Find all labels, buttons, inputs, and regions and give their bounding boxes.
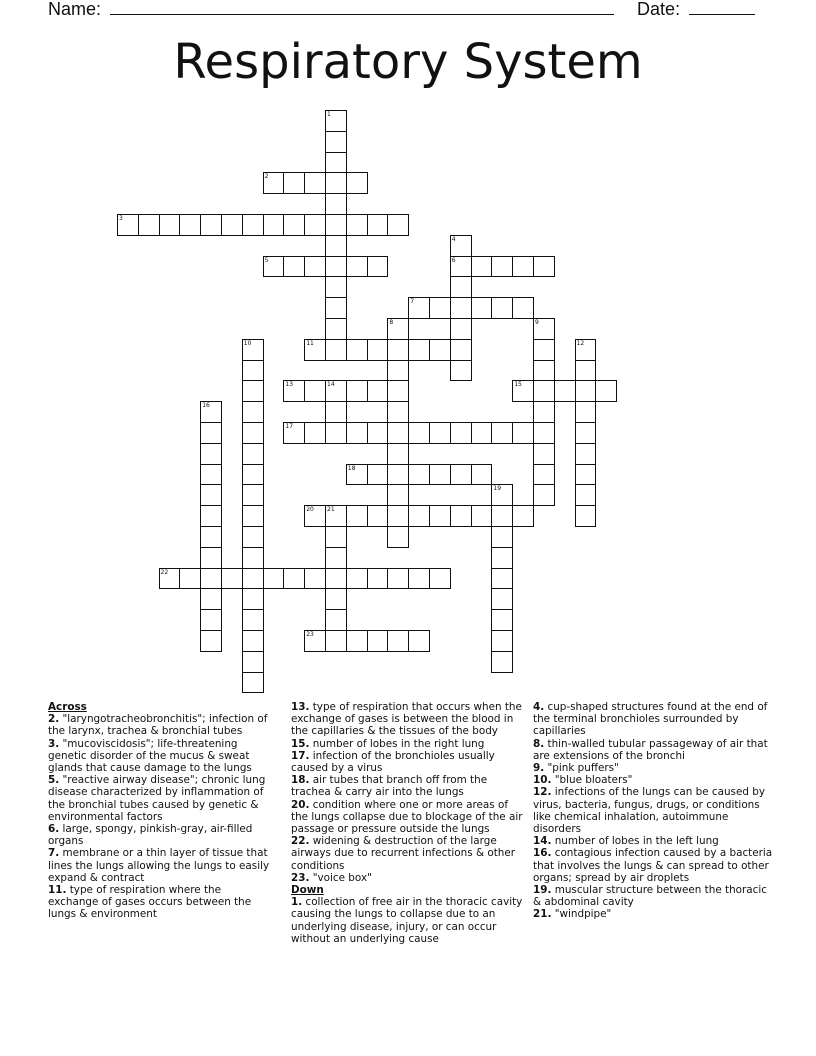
- page-title: Respiratory System: [173, 34, 643, 90]
- grid-cell[interactable]: [242, 672, 264, 694]
- clue: [533, 786, 773, 835]
- grid-cell[interactable]: [491, 505, 513, 527]
- grid-cell[interactable]: [512, 297, 534, 319]
- clue: [291, 750, 525, 774]
- clue-number: 9: [535, 319, 539, 326]
- clue-number-label: 14.: [533, 835, 552, 848]
- grid-cell[interactable]: [242, 526, 264, 548]
- grid-cell[interactable]: [159, 214, 181, 236]
- grid-cell[interactable]: [408, 339, 430, 361]
- grid-cell[interactable]: [346, 630, 368, 652]
- grid-cell[interactable]: [283, 380, 305, 402]
- clue-number-label: 1.: [291, 896, 303, 909]
- clue-text: membrane or a thin layer of tissue that lines the lungs allowing the lungs to easily expand & contract: [48, 847, 270, 884]
- clue-number: 6: [451, 256, 456, 264]
- grid-cell[interactable]: [242, 214, 264, 236]
- grid-cell[interactable]: [283, 422, 305, 444]
- grid-cell[interactable]: [200, 443, 222, 465]
- clue-text: number of lobes in the right lung: [309, 737, 485, 750]
- clue: [291, 872, 525, 884]
- clue-number-label: 11.: [48, 884, 67, 897]
- clue: [48, 884, 274, 921]
- grid-cell[interactable]: [367, 422, 389, 444]
- grid-cell[interactable]: [325, 339, 347, 361]
- grid-cell[interactable]: [429, 568, 451, 590]
- grid-cell[interactable]: [200, 568, 222, 590]
- grid-cell[interactable]: [471, 256, 493, 278]
- grid-cell[interactable]: [367, 505, 389, 527]
- grid-cell[interactable]: [575, 380, 597, 402]
- grid-cell[interactable]: [325, 235, 347, 257]
- grid-cell[interactable]: [575, 443, 597, 465]
- grid-cell[interactable]: [325, 568, 347, 590]
- grid-cell[interactable]: [179, 214, 201, 236]
- grid-cell[interactable]: [325, 172, 347, 194]
- clue-text: air tubes that branch off from the trachea & carry air into the lungs: [291, 774, 488, 799]
- grid-cell[interactable]: [304, 339, 326, 361]
- grid-cell[interactable]: [491, 609, 513, 631]
- date-label: Date:: [637, 0, 681, 19]
- grid-cell[interactable]: [200, 401, 222, 423]
- clue: [533, 774, 773, 786]
- grid-cell[interactable]: [242, 630, 264, 652]
- grid-cell[interactable]: [304, 422, 326, 444]
- grid-cell[interactable]: [221, 568, 243, 590]
- grid-cell[interactable]: [533, 443, 555, 465]
- clue-number-label: 12.: [533, 786, 552, 799]
- grid-cell[interactable]: [242, 464, 264, 486]
- grid-cell[interactable]: [450, 235, 472, 257]
- grid-cell[interactable]: [387, 422, 409, 444]
- grid-cell[interactable]: [367, 339, 389, 361]
- grid-cell[interactable]: [117, 214, 139, 236]
- grid-cell[interactable]: [221, 214, 243, 236]
- grid-cell[interactable]: [450, 318, 472, 340]
- grid-cell[interactable]: [491, 568, 513, 590]
- grid-cell[interactable]: [325, 152, 347, 174]
- grid-cell[interactable]: [575, 484, 597, 506]
- grid-cell[interactable]: [138, 214, 160, 236]
- grid-cell[interactable]: [346, 172, 368, 194]
- grid-cell[interactable]: [533, 360, 555, 382]
- clue-text: cup-shaped structures found at the end of the terminal bronchioles surrounded by capillaries: [533, 701, 768, 738]
- grid-cell[interactable]: [450, 360, 472, 382]
- grid-cell[interactable]: [242, 339, 264, 361]
- grid-cell[interactable]: [575, 360, 597, 382]
- grid-cell[interactable]: [450, 297, 472, 319]
- grid-cell[interactable]: [325, 131, 347, 153]
- grid-cell[interactable]: [346, 339, 368, 361]
- grid-cell[interactable]: [429, 422, 451, 444]
- grid-cell[interactable]: [491, 547, 513, 569]
- grid-cell[interactable]: [512, 422, 534, 444]
- grid-cell[interactable]: [429, 505, 451, 527]
- grid-cell[interactable]: [575, 401, 597, 423]
- grid-cell[interactable]: [283, 256, 305, 278]
- grid-cell[interactable]: [242, 360, 264, 382]
- grid-cell[interactable]: [200, 484, 222, 506]
- clue-heading: Down: [291, 884, 324, 897]
- clue-number: 7: [410, 298, 415, 306]
- grid-cell[interactable]: [387, 526, 409, 548]
- clue-text: widening & destruction of the large airways due to recurrent infections & other conditions: [291, 835, 516, 872]
- grid-cell[interactable]: [325, 193, 347, 215]
- clue-column-2: [291, 701, 525, 945]
- grid-cell[interactable]: [325, 401, 347, 423]
- clue-number-label: 9.: [533, 762, 545, 775]
- grid-cell[interactable]: [387, 380, 409, 402]
- grid-cell[interactable]: [346, 464, 368, 486]
- grid-cell[interactable]: [200, 609, 222, 631]
- clue-number: 5: [264, 256, 269, 264]
- grid-cell[interactable]: [575, 505, 597, 527]
- grid-cell[interactable]: [242, 505, 264, 527]
- grid-cell[interactable]: [429, 339, 451, 361]
- grid-cell[interactable]: [387, 318, 409, 340]
- clue-number-label: 5.: [48, 774, 60, 787]
- clue-number: 11: [306, 339, 314, 347]
- clue-number: 21: [327, 506, 335, 514]
- grid-cell[interactable]: [408, 464, 430, 486]
- grid-cell[interactable]: [242, 588, 264, 610]
- clue-text: number of lobes in the left lung: [551, 835, 719, 848]
- clue-text: infection of the bronchioles usually caused by a virus: [291, 749, 495, 775]
- clue-number: 20: [306, 506, 314, 514]
- grid-cell[interactable]: [450, 256, 472, 278]
- grid-cell[interactable]: [346, 380, 368, 402]
- grid-cell[interactable]: [242, 568, 264, 590]
- grid-cell[interactable]: [242, 547, 264, 569]
- clue: [291, 701, 525, 738]
- grid-cell[interactable]: [263, 256, 285, 278]
- grid-cell[interactable]: [242, 484, 264, 506]
- grid-cell[interactable]: [325, 630, 347, 652]
- grid-cell[interactable]: [200, 526, 222, 548]
- grid-cell[interactable]: [533, 318, 555, 340]
- clue-heading: Across: [48, 701, 87, 713]
- clue-text: "voice box": [309, 871, 372, 884]
- grid-cell[interactable]: [450, 276, 472, 298]
- grid-cell[interactable]: [387, 630, 409, 652]
- clue-text: "pink puffers": [544, 762, 619, 775]
- grid-cell[interactable]: [512, 505, 534, 527]
- grid-cell[interactable]: [325, 588, 347, 610]
- grid-cell[interactable]: [408, 630, 430, 652]
- grid-cell[interactable]: [200, 547, 222, 569]
- clue-text: contagious infection caused by a bacteria that involves the lungs & can spread to other organs; spread by air droplets: [533, 847, 773, 884]
- grid-cell[interactable]: [200, 505, 222, 527]
- clue-number: 12: [576, 339, 585, 347]
- grid-cell[interactable]: [200, 214, 222, 236]
- clue-number-label: 2.: [48, 713, 60, 726]
- grid-cell[interactable]: [367, 568, 389, 590]
- clue-text: collection of free air in the thoracic cavity causing the lungs to collapse due to an underlying disease, injury, or can occur without an underlying cause: [291, 896, 523, 945]
- grid-cell[interactable]: [450, 339, 472, 361]
- grid-cell[interactable]: [533, 422, 555, 444]
- clue: [48, 847, 274, 884]
- grid-cell[interactable]: [491, 651, 513, 673]
- grid-cell[interactable]: [491, 588, 513, 610]
- clue-text: thin-walled tubular passageway of air that are extensions of the bronchi: [533, 737, 768, 762]
- grid-cell[interactable]: [387, 505, 409, 527]
- clue-number-label: 18.: [291, 774, 310, 787]
- grid-cell[interactable]: [471, 297, 493, 319]
- grid-cell[interactable]: [283, 214, 305, 236]
- grid-cell[interactable]: [242, 609, 264, 631]
- clue-text: muscular structure between the thoracic & abdominal cavity: [533, 884, 767, 909]
- grid-cell[interactable]: [450, 464, 472, 486]
- clue-number: 1: [327, 111, 331, 118]
- grid-cell[interactable]: [367, 214, 389, 236]
- grid-cell[interactable]: [491, 297, 513, 319]
- grid-cell[interactable]: [408, 422, 430, 444]
- clue: [48, 738, 274, 775]
- clue-number-label: 10.: [533, 774, 552, 787]
- grid-cell[interactable]: [367, 256, 389, 278]
- clue-text: type of respiration where the exchange of gases occurs between the lungs & environment: [48, 884, 252, 921]
- grid-cell[interactable]: [263, 172, 285, 194]
- grid-cell[interactable]: [450, 505, 472, 527]
- grid-cell[interactable]: [325, 505, 347, 527]
- grid-cell[interactable]: [450, 422, 472, 444]
- clue-number: 2: [264, 173, 269, 181]
- clue-number-label: 15.: [291, 737, 310, 750]
- clue-number-label: 17.: [291, 749, 310, 762]
- grid-cell[interactable]: [512, 380, 534, 402]
- clue-number-label: 23.: [291, 871, 310, 884]
- grid-cell[interactable]: [242, 401, 264, 423]
- clue-text: infections of the lungs can be caused by virus, bacteria, fungus, drugs, or conditions like chemical inhalation, autoimmune disorders: [533, 786, 765, 836]
- clue-number-label: 16.: [533, 847, 552, 860]
- grid-cell[interactable]: [263, 214, 285, 236]
- clue-column-3: [533, 701, 773, 921]
- clue: [48, 713, 274, 737]
- grid-cell[interactable]: [575, 464, 597, 486]
- grid-cell[interactable]: [387, 484, 409, 506]
- clue: [533, 701, 773, 738]
- clue: [533, 835, 773, 847]
- clue-text: "laryngotracheobronchitis"; infection of the larynx, trachea & bronchial tubes: [48, 713, 268, 738]
- clue-text: large, spongy, pinkish-gray, air-filled organs: [48, 823, 253, 848]
- grid-cell[interactable]: [325, 256, 347, 278]
- clue-number: 8: [389, 319, 394, 326]
- grid-cell[interactable]: [491, 256, 513, 278]
- grid-cell[interactable]: [304, 568, 326, 590]
- clue: [533, 847, 773, 884]
- grid-cell[interactable]: [304, 505, 326, 527]
- grid-cell[interactable]: [242, 443, 264, 465]
- grid-cell[interactable]: [387, 214, 409, 236]
- grid-cell[interactable]: [367, 464, 389, 486]
- grid-cell[interactable]: [346, 505, 368, 527]
- clue: [291, 799, 525, 836]
- clue-number-label: 13.: [291, 701, 310, 713]
- grid-cell[interactable]: [429, 297, 451, 319]
- grid-cell[interactable]: [179, 568, 201, 590]
- grid-cell[interactable]: [263, 568, 285, 590]
- grid-cell[interactable]: [533, 464, 555, 486]
- grid-cell[interactable]: [304, 630, 326, 652]
- clue-number-label: 21.: [533, 908, 552, 921]
- clue-number: 14: [327, 381, 335, 389]
- grid-cell[interactable]: [471, 422, 493, 444]
- clue-column-1: [48, 701, 274, 921]
- grid-cell[interactable]: [367, 630, 389, 652]
- clue-number: 16: [202, 402, 210, 410]
- clue-number: 22: [160, 568, 169, 576]
- grid-cell[interactable]: [325, 276, 347, 298]
- grid-cell[interactable]: [512, 256, 534, 278]
- grid-cell[interactable]: [200, 422, 222, 444]
- clue-text: type of respiration that occurs when the exchange of gases is between the blood in the capillaries & the tissues of the body: [291, 701, 522, 738]
- grid-cell[interactable]: [533, 256, 555, 278]
- clue: [291, 774, 525, 798]
- grid-cell[interactable]: [533, 339, 555, 361]
- grid-cell[interactable]: [242, 651, 264, 673]
- grid-cell[interactable]: [325, 318, 347, 340]
- grid-cell[interactable]: [491, 526, 513, 548]
- clue-text: condition where one or more areas of the lungs collapse due to blockage of the air passage or pressure outside the lungs: [291, 798, 523, 836]
- clue-number-label: 22.: [291, 835, 310, 848]
- grid-cell[interactable]: [325, 110, 347, 132]
- grid-cell[interactable]: [491, 484, 513, 506]
- grid-cell[interactable]: [304, 256, 326, 278]
- grid-cell[interactable]: [283, 568, 305, 590]
- grid-cell[interactable]: [304, 172, 326, 194]
- grid-cell[interactable]: [387, 443, 409, 465]
- grid-cell[interactable]: [408, 297, 430, 319]
- name-label: Name:: [48, 0, 102, 19]
- clue: [533, 738, 773, 762]
- clue-text: "mucoviscidosis"; life-threatening genetic disorder of the mucus & sweat glands that cause damage to the lungs: [48, 737, 252, 775]
- grid-cell[interactable]: [408, 505, 430, 527]
- clue-number-label: 20.: [291, 798, 310, 811]
- clue-number: 19: [493, 485, 502, 493]
- grid-cell[interactable]: [491, 630, 513, 652]
- clue-number: 23: [306, 631, 314, 638]
- grid-cell[interactable]: [200, 464, 222, 486]
- clue: [533, 762, 773, 774]
- clue-number: 15: [514, 381, 522, 389]
- clue-number-label: 7.: [48, 847, 60, 860]
- grid-cell[interactable]: [595, 380, 617, 402]
- grid-cell[interactable]: [325, 526, 347, 548]
- clue-text: "windpipe": [551, 908, 612, 921]
- grid-cell[interactable]: [242, 380, 264, 402]
- grid-cell[interactable]: [533, 484, 555, 506]
- clue-number: 18: [347, 464, 356, 472]
- grid-cell[interactable]: [533, 401, 555, 423]
- clue-number: 10: [243, 339, 252, 347]
- grid-cell[interactable]: [242, 422, 264, 444]
- grid-cell[interactable]: [533, 380, 555, 402]
- clue: [48, 823, 274, 847]
- grid-cell[interactable]: [367, 380, 389, 402]
- grid-cell[interactable]: [575, 422, 597, 444]
- grid-cell[interactable]: [346, 214, 368, 236]
- clue-number: 3: [119, 215, 123, 222]
- grid-cell[interactable]: [387, 339, 409, 361]
- grid-cell[interactable]: [387, 568, 409, 590]
- clue: [533, 884, 773, 908]
- grid-cell[interactable]: [471, 505, 493, 527]
- clue-number: 17: [285, 423, 294, 430]
- grid-cell[interactable]: [325, 547, 347, 569]
- grid-cell[interactable]: [325, 380, 347, 402]
- grid-cell[interactable]: [325, 214, 347, 236]
- grid-cell[interactable]: [325, 609, 347, 631]
- clue-number-label: 6.: [48, 823, 60, 836]
- clue-number: 13: [285, 381, 294, 389]
- grid-cell[interactable]: [408, 568, 430, 590]
- grid-cell[interactable]: [491, 422, 513, 444]
- grid-cell[interactable]: [304, 380, 326, 402]
- grid-cell[interactable]: [387, 360, 409, 382]
- clue-number-label: 4.: [533, 701, 545, 713]
- grid-cell[interactable]: [346, 256, 368, 278]
- clue: [533, 908, 773, 920]
- grid-cell[interactable]: [325, 422, 347, 444]
- grid-cell[interactable]: [554, 380, 576, 402]
- grid-cell[interactable]: [429, 464, 451, 486]
- clue: [291, 738, 525, 750]
- clue: [48, 774, 274, 823]
- clue-number-label: 19.: [533, 884, 552, 897]
- clue: [291, 896, 525, 945]
- clue-text: "reactive airway disease"; chronic lung disease characterized by inflammation of the bronchial tubes caused by genetic & environmental factors: [48, 774, 266, 823]
- grid-cell[interactable]: [471, 464, 493, 486]
- grid-cell[interactable]: [325, 297, 347, 319]
- grid-cell[interactable]: [200, 630, 222, 652]
- grid-cell[interactable]: [283, 172, 305, 194]
- clue-number-label: 3.: [48, 737, 60, 750]
- clue-number-label: 8.: [533, 737, 545, 750]
- grid-cell[interactable]: [159, 568, 181, 590]
- grid-cell[interactable]: [575, 339, 597, 361]
- clue: [291, 835, 525, 872]
- grid-cell[interactable]: [200, 588, 222, 610]
- grid-cell[interactable]: [304, 214, 326, 236]
- grid-cell[interactable]: [346, 422, 368, 444]
- grid-cell[interactable]: [346, 568, 368, 590]
- grid-cell[interactable]: [387, 401, 409, 423]
- clue-text: "blue bloaters": [551, 774, 633, 787]
- grid-cell[interactable]: [387, 464, 409, 486]
- clue-number: 4: [451, 235, 456, 243]
